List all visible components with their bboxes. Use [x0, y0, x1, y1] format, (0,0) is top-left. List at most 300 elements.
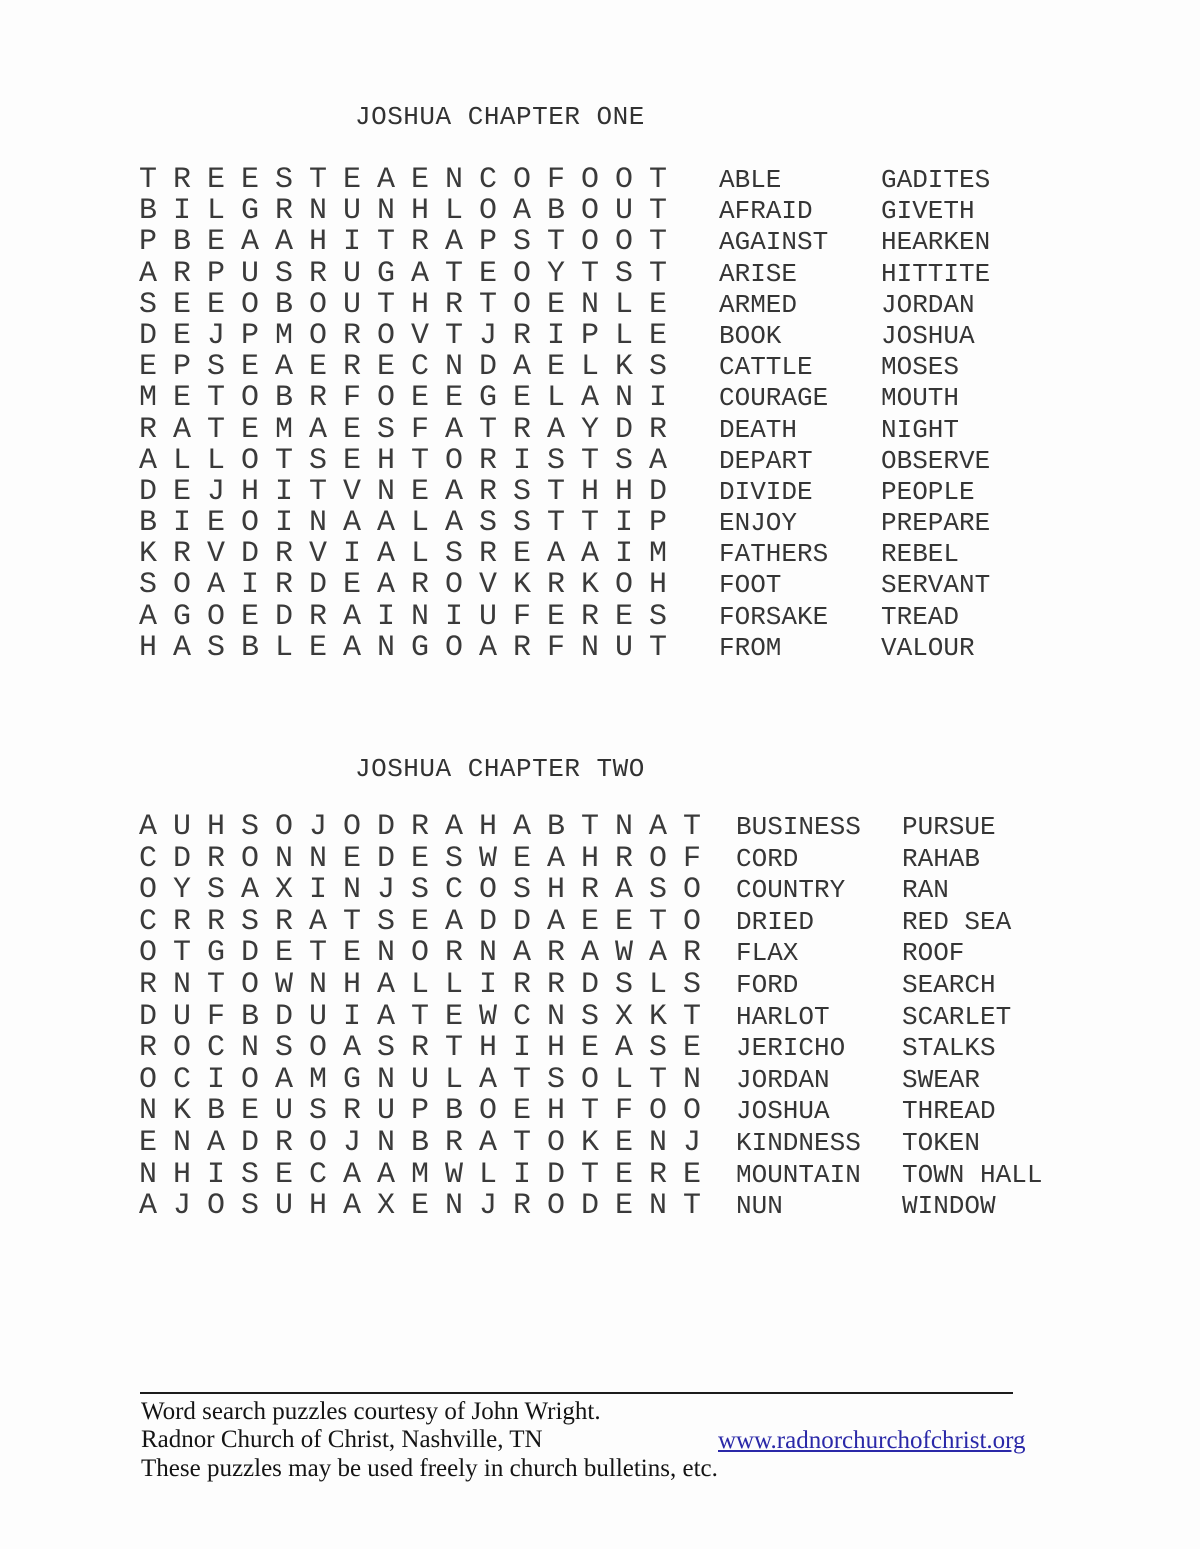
word: RED SEA — [902, 906, 1012, 937]
grid-letter: E — [614, 904, 633, 939]
grid-letter: D — [240, 537, 259, 572]
grid-letter: E — [342, 443, 361, 478]
grid-letter: A — [512, 350, 531, 385]
grid-letter: T — [444, 318, 463, 353]
grid-row — [131, 443, 675, 478]
grid-letter: O — [172, 1031, 191, 1066]
grid-letter: I — [512, 1157, 531, 1192]
grid-letter: S — [648, 350, 667, 385]
grid-letter: S — [376, 904, 395, 939]
word: RAHAB — [902, 843, 981, 874]
grid-letter: D — [274, 999, 293, 1034]
grid-letter: B — [444, 1094, 463, 1129]
grid-letter: N — [444, 1189, 463, 1224]
grid-letter: H — [478, 810, 497, 844]
grid-letter: E — [342, 841, 361, 876]
word: BUSINESS — [736, 812, 861, 842]
grid-letter: T — [648, 256, 667, 291]
word: JERICHO — [736, 1033, 846, 1064]
word: PURSUE — [902, 812, 996, 842]
grid-letter: D — [274, 599, 293, 634]
grid-letter: I — [546, 318, 565, 353]
grid-row — [131, 999, 709, 1034]
grid-letter: T — [648, 1062, 667, 1097]
grid-letter: N — [614, 381, 633, 416]
grid-letter: T — [172, 936, 191, 971]
word: ARMED — [719, 289, 798, 320]
grid-letter: N — [376, 630, 395, 665]
grid-letter: T — [682, 810, 701, 844]
grid-letter: E — [614, 1125, 633, 1160]
grid-letter: P — [648, 506, 667, 541]
grid-letter: N — [376, 474, 395, 509]
grid-letter: N — [172, 967, 191, 1002]
grid-letter: T — [580, 1157, 599, 1192]
grid-letter: H — [308, 1189, 327, 1224]
grid-letter: R — [172, 163, 191, 197]
grid-letter: S — [206, 873, 225, 908]
grid-letter: T — [478, 287, 497, 322]
grid-letter: N — [376, 1062, 395, 1097]
grid-letter: L — [614, 1062, 633, 1097]
grid-letter: C — [138, 841, 157, 876]
puzzle-one-title: JOSHUA CHAPTER ONE — [355, 102, 645, 132]
grid-letter: E — [546, 287, 565, 322]
grid-letter: M — [410, 1157, 429, 1192]
grid-letter: Y — [172, 873, 191, 908]
grid-letter: T — [206, 967, 225, 1002]
grid-letter: A — [342, 1189, 361, 1224]
grid-letter: O — [274, 810, 293, 844]
grid-letter: O — [138, 1062, 157, 1097]
grid-letter: J — [308, 810, 327, 844]
grid-row — [131, 352, 675, 383]
grid-letter: C — [206, 1031, 225, 1066]
grid-letter: E — [342, 936, 361, 971]
grid-letter: R — [648, 412, 667, 447]
word-list-row — [736, 1033, 1042, 1065]
grid-letter: A — [138, 599, 157, 634]
grid-letter: O — [376, 318, 395, 353]
word: DRIED — [736, 906, 815, 937]
grid-letter: R — [172, 904, 191, 939]
grid-letter: C — [444, 873, 463, 908]
grid-letter: H — [478, 1031, 497, 1066]
word: AFRAID — [719, 196, 813, 227]
grid-letter: F — [410, 412, 429, 447]
grid-letter: E — [546, 599, 565, 634]
grid-letter: A — [478, 1062, 497, 1097]
grid-letter: L — [444, 1062, 463, 1097]
word-list-row — [719, 321, 990, 352]
grid-letter: R — [478, 537, 497, 572]
grid-letter: U — [342, 194, 361, 229]
grid-letter: M — [138, 381, 157, 416]
grid-letter: O — [682, 904, 701, 939]
grid-letter: A — [342, 599, 361, 634]
grid-letter: T — [512, 1062, 531, 1097]
word-list-row — [736, 1128, 1042, 1160]
grid-letter: S — [274, 163, 293, 197]
grid-letter: L — [410, 967, 429, 1002]
grid-letter: C — [138, 904, 157, 939]
grid-letter: H — [546, 1094, 565, 1129]
grid-letter: O — [172, 568, 191, 603]
grid-letter: T — [580, 443, 599, 478]
grid-letter: O — [206, 1189, 225, 1224]
grid-letter: U — [342, 287, 361, 322]
grid-letter: O — [682, 1094, 701, 1129]
word-list-row — [736, 1160, 1042, 1192]
grid-row — [131, 256, 675, 291]
word: KINDNESS — [736, 1127, 861, 1158]
grid-letter: D — [308, 568, 327, 603]
grid-letter: H — [546, 1031, 565, 1066]
grid-row — [131, 1062, 709, 1097]
grid-letter: I — [274, 474, 293, 509]
grid-letter: R — [410, 568, 429, 603]
word: MOSES — [881, 352, 960, 383]
grid-letter: A — [614, 1031, 633, 1066]
grid-letter: O — [240, 1062, 259, 1097]
word: FOOT — [719, 570, 782, 601]
word: DEPART — [719, 445, 813, 476]
grid-letter: E — [410, 381, 429, 416]
word: FLAX — [736, 938, 799, 969]
grid-letter: A — [138, 256, 157, 291]
grid-letter: H — [546, 873, 565, 908]
grid-letter: T — [342, 904, 361, 939]
grid-letter: B — [138, 194, 157, 229]
grid-letter: U — [240, 256, 259, 291]
puzzle-two-letter-grid — [131, 812, 709, 1223]
puzzle-two-title: JOSHUA CHAPTER TWO — [355, 754, 645, 784]
word: JOSHUA — [881, 320, 975, 351]
grid-letter: L — [478, 1157, 497, 1192]
grid-letter: O — [240, 443, 259, 478]
word: COURAGE — [719, 383, 829, 414]
grid-letter: I — [342, 225, 361, 260]
grid-letter: O — [478, 194, 497, 229]
grid-letter: E — [138, 1125, 157, 1160]
grid-letter: O — [410, 936, 429, 971]
grid-letter: A — [240, 873, 259, 908]
grid-letter: E — [512, 1094, 531, 1129]
word: TOWN HALL — [902, 1159, 1043, 1190]
grid-row — [131, 227, 675, 258]
grid-letter: A — [648, 936, 667, 971]
grid-letter: S — [546, 1062, 565, 1097]
grid-letter: A — [444, 904, 463, 939]
grid-letter: I — [512, 443, 531, 478]
grid-letter: U — [308, 999, 327, 1034]
grid-letter: I — [206, 1062, 225, 1097]
grid-letter: A — [342, 1157, 361, 1192]
grid-letter: D — [580, 1189, 599, 1224]
word: WINDOW — [902, 1191, 996, 1222]
grid-letter: N — [580, 630, 599, 665]
word-list-row — [719, 165, 990, 196]
grid-row — [131, 630, 675, 665]
grid-letter: R — [444, 1125, 463, 1160]
grid-letter: S — [512, 506, 531, 541]
grid-letter: R — [410, 810, 429, 844]
grid-letter: O — [580, 194, 599, 229]
grid-letter: N — [376, 1125, 395, 1160]
word-list-row — [719, 352, 990, 383]
word: FATHERS — [719, 539, 829, 570]
grid-letter: A — [444, 474, 463, 509]
grid-letter: U — [172, 999, 191, 1034]
grid-letter: O — [580, 225, 599, 260]
grid-letter: E — [342, 568, 361, 603]
grid-letter: L — [614, 287, 633, 322]
grid-letter: S — [376, 1031, 395, 1066]
grid-letter: D — [580, 967, 599, 1002]
grid-letter: S — [682, 967, 701, 1002]
grid-letter: B — [410, 1125, 429, 1160]
grid-letter: O — [444, 443, 463, 478]
grid-letter: N — [308, 506, 327, 541]
grid-letter: O — [580, 163, 599, 197]
grid-letter: S — [240, 810, 259, 844]
word: RAN — [902, 875, 949, 906]
word: JORDAN — [881, 289, 975, 320]
word-list-row — [719, 383, 990, 414]
word-list-row — [719, 415, 990, 446]
word-list-row — [736, 1191, 1042, 1223]
grid-letter: R — [172, 256, 191, 291]
grid-letter: O — [546, 1125, 565, 1160]
grid-letter: E — [308, 350, 327, 385]
grid-letter: T — [580, 506, 599, 541]
grid-letter: A — [376, 568, 395, 603]
grid-letter: W — [614, 936, 633, 971]
grid-letter: N — [546, 999, 565, 1034]
grid-letter: A — [648, 810, 667, 844]
grid-letter: J — [342, 1125, 361, 1160]
grid-letter: E — [444, 381, 463, 416]
grid-letter: T — [546, 225, 565, 260]
word: PREPARE — [881, 508, 991, 539]
grid-letter: R — [274, 537, 293, 572]
word: ARISE — [719, 258, 798, 289]
grid-letter: H — [138, 630, 157, 665]
grid-letter: O — [580, 1062, 599, 1097]
grid-letter: L — [444, 194, 463, 229]
grid-letter: V — [478, 568, 497, 603]
grid-letter: E — [580, 904, 599, 939]
grid-letter: E — [648, 287, 667, 322]
word: ENJOY — [719, 508, 798, 539]
grid-letter: T — [138, 163, 157, 197]
word: TREAD — [881, 601, 960, 632]
grid-letter: A — [376, 537, 395, 572]
word: MOUTH — [881, 383, 960, 414]
grid-letter: D — [138, 474, 157, 509]
grid-letter: E — [410, 1189, 429, 1224]
grid-letter: S — [138, 287, 157, 322]
word-list-row — [719, 227, 990, 258]
grid-letter: S — [138, 568, 157, 603]
word-list-row — [719, 446, 990, 477]
grid-letter: N — [614, 810, 633, 844]
grid-letter: S — [512, 474, 531, 509]
grid-row — [131, 1191, 709, 1223]
grid-letter: O — [376, 381, 395, 416]
grid-letter: S — [308, 1094, 327, 1129]
grid-letter: N — [376, 936, 395, 971]
grid-letter: A — [512, 810, 531, 844]
church-website-link[interactable]: www.radnorchurchofchrist.org — [718, 1427, 1026, 1454]
word: SERVANT — [881, 570, 991, 601]
word: GADITES — [881, 165, 991, 195]
grid-letter: S — [274, 256, 293, 291]
footer-credit-line-2: Radnor Church of Christ, Nashville, TN — [141, 1426, 543, 1454]
grid-letter: S — [614, 443, 633, 478]
grid-letter: N — [580, 287, 599, 322]
word: HEARKEN — [881, 227, 991, 258]
grid-letter: E — [308, 630, 327, 665]
grid-letter: T — [648, 904, 667, 939]
grid-letter: N — [308, 194, 327, 229]
grid-letter: G — [410, 630, 429, 665]
grid-letter: O — [308, 1125, 327, 1160]
grid-letter: L — [614, 318, 633, 353]
grid-letter: R — [138, 412, 157, 447]
grid-letter: B — [240, 630, 259, 665]
grid-letter: S — [240, 1189, 259, 1224]
grid-letter: S — [376, 412, 395, 447]
grid-letter: I — [342, 537, 361, 572]
grid-letter: D — [240, 1125, 259, 1160]
grid-letter: R — [172, 537, 191, 572]
grid-letter: L — [648, 967, 667, 1002]
puzzle-one-letter-grid — [131, 165, 675, 664]
grid-letter: O — [546, 1189, 565, 1224]
grid-letter: V — [206, 537, 225, 572]
grid-letter: E — [240, 1094, 259, 1129]
grid-letter: C — [512, 999, 531, 1034]
word: OBSERVE — [881, 445, 991, 476]
grid-letter: I — [206, 1157, 225, 1192]
grid-row — [131, 474, 675, 509]
grid-letter: H — [376, 443, 395, 478]
grid-letter: T — [410, 443, 429, 478]
grid-letter: L — [206, 443, 225, 478]
word-list-row — [719, 570, 990, 601]
grid-letter: O — [648, 1094, 667, 1129]
word: COUNTRY — [736, 875, 846, 906]
grid-letter: F — [206, 999, 225, 1034]
grid-letter: F — [342, 381, 361, 416]
grid-letter: S — [308, 443, 327, 478]
grid-letter: E — [206, 163, 225, 197]
grid-letter: R — [342, 1094, 361, 1129]
grid-letter: E — [682, 1157, 701, 1192]
word: PEOPLE — [881, 476, 975, 507]
grid-letter: Y — [546, 256, 565, 291]
grid-letter: H — [410, 194, 429, 229]
word: FROM — [719, 632, 782, 663]
grid-letter: T — [376, 225, 395, 260]
grid-letter: I — [614, 506, 633, 541]
grid-letter: P — [172, 350, 191, 385]
grid-letter: W — [478, 841, 497, 876]
grid-letter: O — [512, 287, 531, 322]
grid-letter: R — [546, 967, 565, 1002]
grid-letter: T — [444, 1031, 463, 1066]
grid-letter: H — [648, 568, 667, 603]
grid-letter: H — [410, 287, 429, 322]
grid-letter: A — [546, 537, 565, 572]
grid-letter: A — [512, 194, 531, 229]
grid-row — [131, 841, 709, 876]
grid-letter: H — [240, 474, 259, 509]
grid-letter: A — [546, 904, 565, 939]
grid-letter: I — [172, 506, 191, 541]
grid-letter: U — [342, 256, 361, 291]
grid-letter: P — [410, 1094, 429, 1129]
grid-letter: N — [138, 1094, 157, 1129]
grid-letter: E — [410, 841, 429, 876]
grid-letter: R — [682, 936, 701, 971]
word: SEARCH — [902, 969, 996, 1000]
grid-row — [131, 1096, 709, 1128]
grid-letter: S — [648, 1031, 667, 1066]
grid-letter: E — [478, 256, 497, 291]
grid-letter: U — [614, 630, 633, 665]
grid-letter: R — [410, 1031, 429, 1066]
word: NUN — [736, 1191, 783, 1222]
grid-letter: M — [274, 318, 293, 353]
grid-letter: E — [682, 1031, 701, 1066]
grid-letter: E — [206, 225, 225, 260]
grid-letter: A — [138, 1189, 157, 1224]
grid-letter: R — [308, 381, 327, 416]
grid-letter: F — [614, 1094, 633, 1129]
grid-letter: B — [138, 506, 157, 541]
grid-letter: N — [682, 1062, 701, 1097]
grid-letter: S — [206, 350, 225, 385]
grid-letter: H — [580, 841, 599, 876]
grid-letter: G — [172, 599, 191, 634]
grid-letter: O — [682, 873, 701, 908]
grid-letter: L — [546, 381, 565, 416]
grid-letter: E — [614, 599, 633, 634]
grid-letter: U — [274, 1094, 293, 1129]
grid-letter: D — [172, 841, 191, 876]
grid-letter: G — [478, 381, 497, 416]
grid-letter: B — [546, 810, 565, 844]
grid-letter: N — [478, 936, 497, 971]
grid-letter: E — [172, 318, 191, 353]
grid-letter: U — [478, 599, 497, 634]
grid-letter: O — [138, 936, 157, 971]
grid-letter: O — [308, 318, 327, 353]
grid-letter: O — [444, 630, 463, 665]
grid-letter: L — [444, 967, 463, 1002]
grid-letter: B — [206, 1094, 225, 1129]
word: SWEAR — [902, 1064, 981, 1095]
grid-letter: D — [478, 350, 497, 385]
grid-letter: A — [376, 999, 395, 1034]
grid-letter: R — [342, 350, 361, 385]
grid-letter: J — [206, 474, 225, 509]
grid-letter: K — [138, 537, 157, 572]
grid-letter: B — [274, 287, 293, 322]
grid-letter: P — [580, 318, 599, 353]
